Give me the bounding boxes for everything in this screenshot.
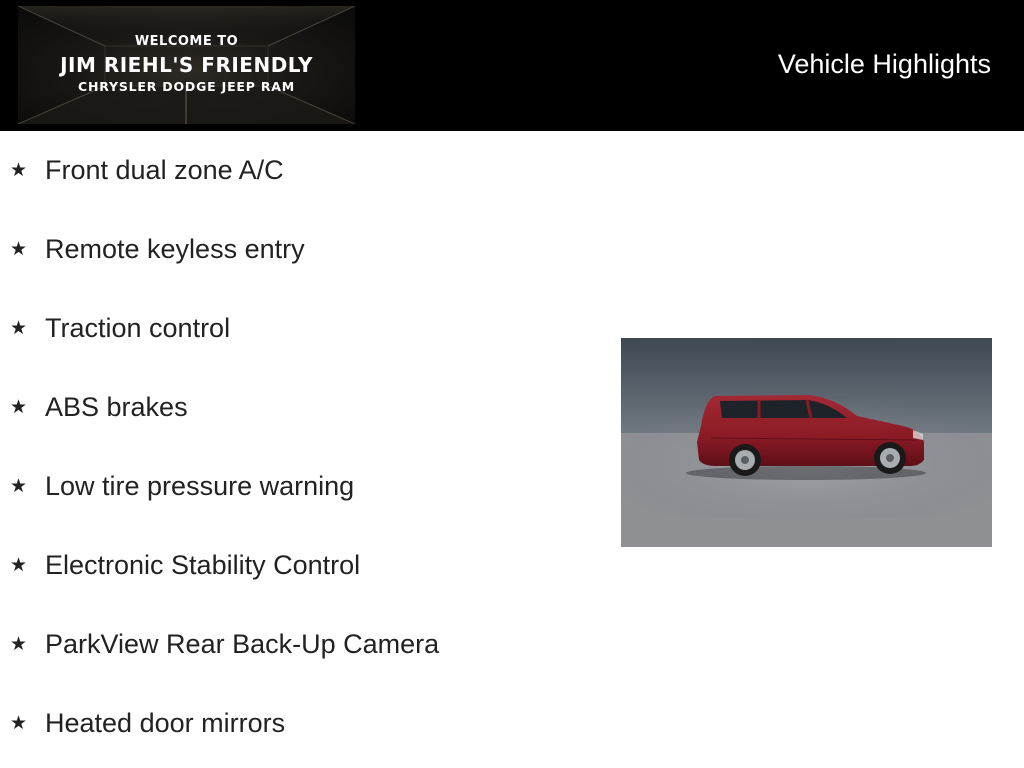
feature-label: Electronic Stability Control xyxy=(45,550,361,580)
feature-item xyxy=(0,526,600,605)
minivan-image xyxy=(621,338,992,547)
dealer-logo xyxy=(18,6,355,124)
feature-label: Traction control xyxy=(45,313,231,343)
feature-list xyxy=(0,131,600,763)
feature-label: Remote keyless entry xyxy=(45,234,305,264)
logo-brands-text: CHRYSLER DODGE JEEP RAM xyxy=(77,79,296,94)
star-icon: ★ xyxy=(10,633,28,655)
feature-label: Front dual zone A/C xyxy=(45,155,284,185)
star-icon: ★ xyxy=(10,238,28,260)
star-icon: ★ xyxy=(10,475,28,497)
feature-item xyxy=(0,289,600,368)
star-icon: ★ xyxy=(10,554,28,576)
feature-item xyxy=(0,210,600,289)
star-icon: ★ xyxy=(10,317,28,339)
logo-welcome-text: WELCOME TO xyxy=(134,34,239,49)
star-icon: ★ xyxy=(10,159,28,181)
star-icon: ★ xyxy=(10,396,28,418)
feature-item xyxy=(0,447,600,526)
header-banner xyxy=(0,0,1024,131)
feature-label: ParkView Rear Back-Up Camera xyxy=(45,629,440,659)
feature-label: Low tire pressure warning xyxy=(45,471,355,501)
feature-item xyxy=(0,368,600,447)
feature-label: ABS brakes xyxy=(45,392,188,422)
feature-item xyxy=(0,131,600,210)
feature-item xyxy=(0,684,600,763)
star-icon: ★ xyxy=(10,712,28,734)
logo-dealer-name: JIM RIEHL'S FRIENDLY xyxy=(60,53,313,77)
feature-item xyxy=(0,605,600,684)
page-title: Vehicle Highlights xyxy=(777,49,991,79)
vehicle-photo xyxy=(621,338,992,547)
feature-label: Heated door mirrors xyxy=(45,708,286,738)
